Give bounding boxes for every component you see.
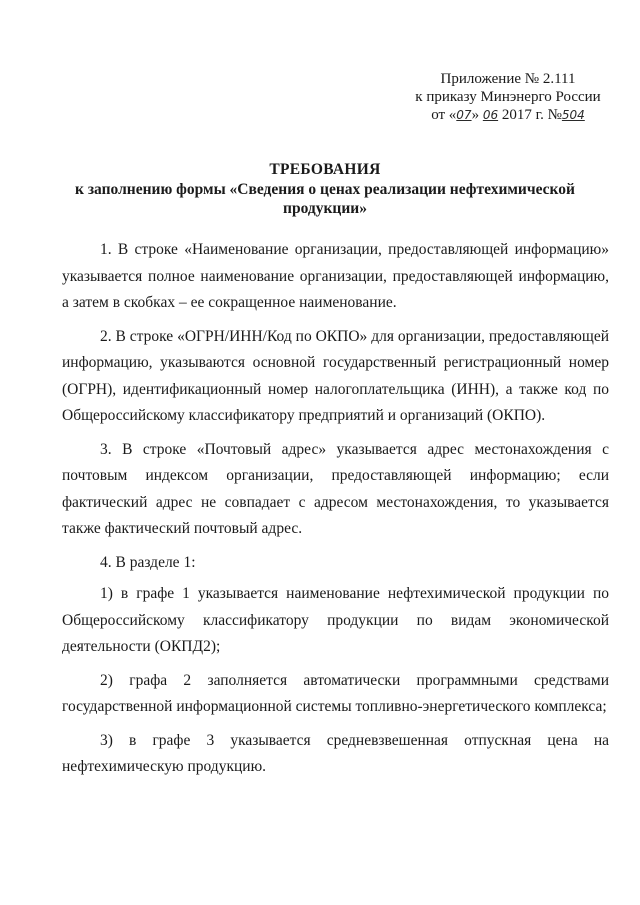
order-reference: к приказу Минэнерго России [415, 89, 601, 105]
document-title [60, 160, 590, 218]
date-year: 2017 г. № [501, 107, 562, 123]
appendix-header [408, 70, 608, 124]
paragraph-4-item-1: 1) в графе 1 указывается наименование нефтехимической продукции по Общероссийскому классификатору продукции по видам экономической деятельности (ОКПД2); [62, 585, 609, 655]
date-day-handwritten: 07 [456, 108, 472, 122]
order-date-line [408, 106, 608, 124]
paragraph-1: 1. В строке «Наименование организации, предоставляющей информацию» указывается полное наименование организации, предоставляющей информацию, а затем в скобках – ее сокращенное наименование. [62, 241, 609, 311]
title-main: ТРЕБОВАНИЯ [269, 161, 381, 178]
document-body [62, 237, 609, 788]
paragraph-3: 3. В строке «Почтовый адрес» указывается адрес местонахождения с почтовым индексом организации, предоставляющей информацию; если фактический адрес не совпадает с адресом местонахождения, то указывается также фактический почтовый адрес. [62, 440, 609, 537]
paragraph-4: 4. В разделе 1: [100, 553, 196, 571]
paragraph-4-item-2: 2) графа 2 заполняется автоматически программными средствами государственной информационной системы топливно-энергетического комплекса; [62, 671, 609, 715]
paragraph-4-item-3: 3) в графе 3 указывается средневзвешенная отпускная цена на нефтехимическую продукцию. [62, 731, 609, 775]
title-subtitle: к заполнению формы «Сведения о ценах реализации нефтехимической продукции» [75, 181, 575, 217]
order-number-handwritten: 504 [561, 108, 585, 122]
date-mid: » [471, 107, 480, 123]
paragraph-2: 2. В строке «ОГРН/ИНН/Код по ОКПО» для организации, предоставляющей информацию, указываются основной государственный регистрационный номер (ОГРН), идентификационный номер налогоплательщика (ИНН), а также код по Общероссийскому классификатору предприятий и организаций (ОКПО). [62, 327, 609, 424]
date-month-handwritten: 06 [482, 108, 499, 122]
date-prefix: от « [431, 107, 457, 123]
appendix-number: Приложение № 2.111 [440, 71, 576, 87]
